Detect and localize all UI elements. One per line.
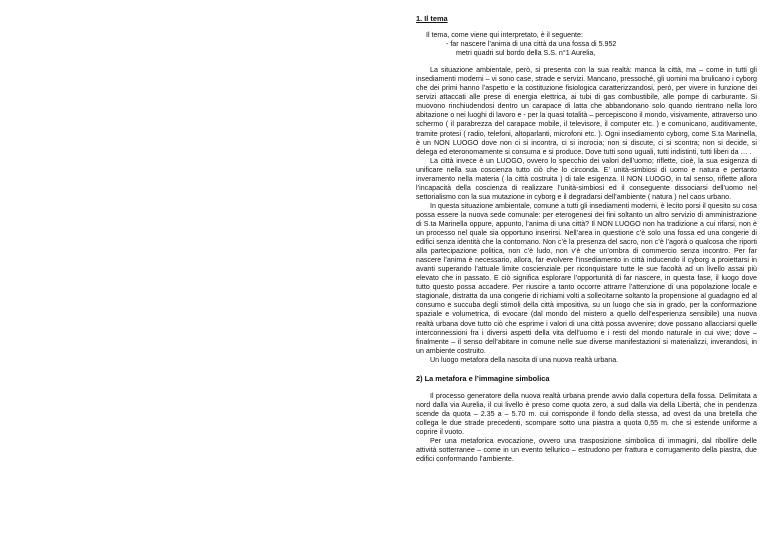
section-1-paragraph-3: In questa situazione ambientale, comune a tutti gli insediamenti moderni, è lecito porsi il quesito su cosa possa essere la nuova sede comunale: per eterogenesi dei fini soltanto un altro servizio di amministrazione di S.ta Marinella oppure, appunto, l’anima di una città? Il NON LUOGO non ha tradizione a cui rifarsi, non è un processo nel quale sia opportuno inserirsi. Nell’area in questione c’è solo una fossa ed una congerie di edifici senza identità che la contornano. Non c’è la presenza del sacro, non c’è l’agorà o qualcosa che riporti alla partecipazione politica, non c’è ludo, non v’è che un’ombra di commercio senza incontro. Per far nascere l’anima è necessario, allora, far evolvere l’insediamento in città inducendo il cyborg a proiettarsi in avanti superando l’attuale limite coscienziale per riconquistare tutte le sue facoltà ad un livello assai più elevato che in passato. E ciò significa esplorare l’opportunità di far nascere, in questa fase, il luogo dove tutto questo possa accadere. Per riuscire a tanto occorre attrarre l’attenzione di una popolazione locale e stagionale, distratta da una congerie di richiami volti a sollecitarne soltanto la propensione al guadagno ed al consumo e succuba degli stimoli della città impositiva, su un luogo che sia in grado, per la conformazione spaziale e volumetrica, di evocare (dal mondo del mistero a quello dell’esperienza sensibile) una nuova realtà urbana dove tutto ciò che esprime i valori di una città possa avvenire; dove possano allacciarsi quelle interconnessioni fra i diversi aspetti della vita dell’uomo e i resti del mondo naturale in cui vive; dove – finalmente – il senso dell’abitare in comune nelle sue diverse manifestazioni si materializzi, inverandosi, in un ambiente costruito. [416, 201, 757, 355]
section-1-bullet-1: - far nascere l’anima di una città da una fossa di 5.952 [446, 40, 617, 49]
section-2-paragraph-2: Per una metaforica evocazione, ovvero una trasposizione simbolica di immagini, dal ribollire delle attività sotterranee – come in un evento tellurico – estrudono per frattura e corrugamento della piastra, due edifici conformando l’ambiente. [416, 437, 757, 464]
section-1-paragraph-4: Un luogo metafora della nascita di una nuova realtà urbana. [430, 355, 619, 364]
section-1-intro: Il tema, come viene qui interpretato, è il seguente: [426, 31, 583, 40]
document-text [416, 14, 757, 464]
section-1-paragraph-2: La città invece è un LUOGO, ovvero lo specchio dei valori dell’uomo; riflette, cioè, la sua esigenza di unificare nella sua coscienza tutto ciò che lo circonda. E’ unità-simbiosi di uomo e natura e pertanto inveramento nella materia ( la città costruita ) di tale esigenza. Il NON LUOGO, in tal senso, riflette allora l’incapacità della coscienza di realizzare l’unità-simbiosi ed il conseguente dissociarsi dell’uomo nel settorialismo con la sua mutazione in cyborg e il degradarsi dell’ambiente ( natura ) nel caos urbano. [416, 156, 757, 201]
section-2-paragraph-1: Il processo generatore della nuova realtà urbana prende avvio dalla copertura della fossa. Delimitata a nord dalla via Aurelia, il cui livello è preso come quota zero, a sud dalla via della Libertà, che in pendenza scende da quota – 2.35 a – 5.70 m. cui corrisponde il fondo della stessa, ad ovest da una bretella che collega le due strade precedenti, scompare sotto una piastra a quota 0,55 m. che si estende uniforme a coprire il vuoto. [416, 391, 757, 436]
section-1-title: 1. Il tema [416, 14, 448, 23]
section-1-paragraph-1: La situazione ambientale, però, si presenta con la sua realtà: manca la città, ma – come in tutti gli insediamenti moderni – vi sono case, strade e servizi. Mancano, pressoché, gli uomini ma brulicano i cyborg che dei primi hanno l’aspetto e la costituzione fisiologica caratterizzandosi, però, per vivere in funzione dei servizi attaccati alle prese di energia elettrica, ai tubi di gas combustibile, alle pompe di carburante. Si muovono rinchiudendosi dentro un carapace di latta che abbandonano solo quando rientrano nella loro abitazione o nei luoghi di lavoro e - per la quasi totalità – percepiscono il mondo, visivamente, attraverso uno schermo ( il parabrezza del carapace mobile, il televisore, il computer etc. ) e comunicano, auditivamente, tramite protesi ( radio, telefoni, altoparlanti, microfoni etc. ). Ogni insediamento cyborg, come S.ta Marinella, è un NON LUOGO dove non ci si incontra, ci si incrocia; non si discute, ci si scontra; non si decide, si delega ed eteronomamente si consuma e si produce. Dove tutti sono uguali, tutti indistinti, tutti liberi da … . [416, 66, 757, 156]
section-2-title: 2) La metafora e l’immagine simbolica [416, 373, 550, 383]
section-1-bullet-2: metri quadri sul bordo della S.S. n°1 Aurelia, [456, 49, 596, 58]
